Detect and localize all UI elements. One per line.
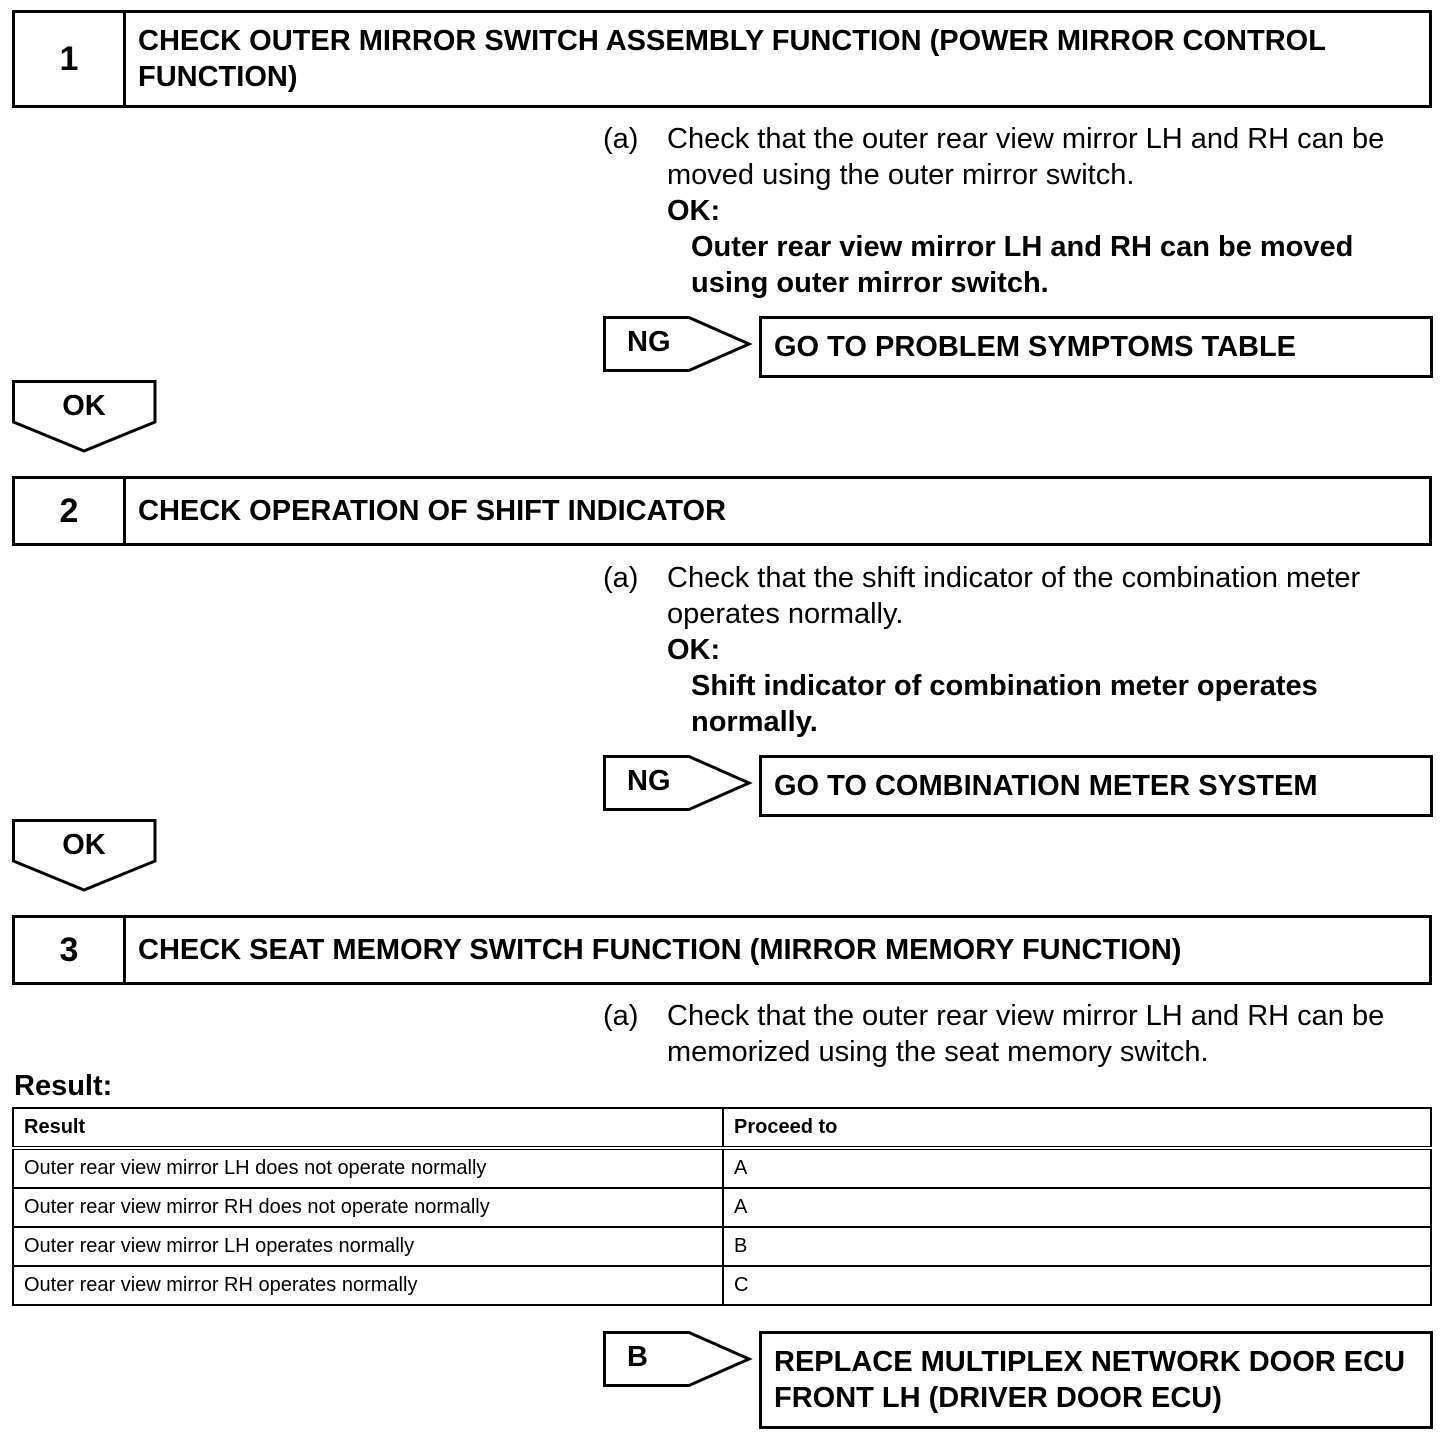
step-title: CHECK OUTER MIRROR SWITCH ASSEMBLY FUNCTION (POWER MIRROR CONTROL FUNCTION) bbox=[138, 25, 1326, 93]
result-cell: Outer rear view mirror RH does not operate normally bbox=[13, 1188, 723, 1227]
step-2-instruction bbox=[603, 560, 1433, 740]
right-arrow-icon bbox=[603, 316, 753, 374]
ok-down-arrow bbox=[12, 380, 158, 452]
ng-target-box: GO TO COMBINATION METER SYSTEM bbox=[759, 755, 1433, 817]
proceed-to-cell: B bbox=[723, 1227, 1431, 1266]
instruction-marker: (a) bbox=[603, 562, 639, 594]
ok-criteria-label: OK: bbox=[667, 195, 721, 227]
table-row bbox=[13, 1188, 1431, 1227]
ok-criteria-text: Shift indicator of combination meter operates normally. bbox=[691, 670, 1318, 738]
table-row bbox=[13, 1266, 1431, 1305]
b-label: B bbox=[627, 1341, 648, 1373]
result-caption: Result: bbox=[14, 1070, 113, 1102]
result-cell: Outer rear view mirror RH operates normally bbox=[13, 1266, 723, 1305]
b-target-box: REPLACE MULTIPLEX NETWORK DOOR ECU FRONT LH (DRIVER DOOR ECU) bbox=[759, 1331, 1433, 1429]
ok-down-arrow bbox=[12, 819, 158, 891]
right-arrow-icon bbox=[603, 755, 753, 813]
proceed-to-cell: A bbox=[723, 1148, 1431, 1188]
b-branch-arrow bbox=[603, 1331, 753, 1389]
ok-label: OK bbox=[62, 390, 106, 422]
step-3-header bbox=[12, 915, 1432, 985]
step-title: CHECK OPERATION OF SHIFT INDICATOR bbox=[138, 495, 727, 527]
table-row bbox=[13, 1227, 1431, 1266]
step-2-header bbox=[12, 476, 1432, 546]
right-arrow-icon bbox=[603, 1331, 753, 1389]
instruction-marker: (a) bbox=[603, 1000, 639, 1032]
column-header-result: Result bbox=[13, 1108, 723, 1148]
result-cell: Outer rear view mirror LH does not operate normally bbox=[13, 1148, 723, 1188]
instruction-marker: (a) bbox=[603, 123, 639, 155]
ng-label: NG bbox=[627, 326, 671, 358]
step-3-instruction bbox=[603, 998, 1433, 1070]
result-cell: Outer rear view mirror LH operates normally bbox=[13, 1227, 723, 1266]
ng-branch-arrow bbox=[603, 755, 753, 813]
table-header-row bbox=[13, 1108, 1431, 1148]
step-1-instruction bbox=[603, 121, 1433, 301]
step-1-header bbox=[12, 10, 1432, 108]
ng-branch-arrow bbox=[603, 316, 753, 374]
instruction-text: Check that the shift indicator of the combination meter operates normally. bbox=[667, 562, 1361, 630]
step-title: CHECK SEAT MEMORY SWITCH FUNCTION (MIRROR MEMORY FUNCTION) bbox=[138, 934, 1182, 966]
ng-label: NG bbox=[627, 765, 671, 797]
result-table bbox=[12, 1107, 1432, 1306]
step-number: 2 bbox=[15, 479, 126, 543]
ng-target-box: GO TO PROBLEM SYMPTOMS TABLE bbox=[759, 316, 1433, 378]
ok-label: OK bbox=[62, 829, 106, 861]
table-row bbox=[13, 1148, 1431, 1188]
instruction-text: Check that the outer rear view mirror LH and RH can be moved using the outer mirror switch. bbox=[667, 123, 1385, 191]
ok-criteria-text: Outer rear view mirror LH and RH can be moved using outer mirror switch. bbox=[691, 231, 1354, 299]
instruction-text: Check that the outer rear view mirror LH and RH can be memorized using the seat memory switch. bbox=[667, 1000, 1385, 1068]
ok-criteria-label: OK: bbox=[667, 634, 721, 666]
step-number: 3 bbox=[15, 918, 126, 982]
proceed-to-cell: A bbox=[723, 1188, 1431, 1227]
proceed-to-cell: C bbox=[723, 1266, 1431, 1305]
step-number: 1 bbox=[15, 13, 126, 105]
column-header-proceed-to: Proceed to bbox=[723, 1108, 1431, 1148]
